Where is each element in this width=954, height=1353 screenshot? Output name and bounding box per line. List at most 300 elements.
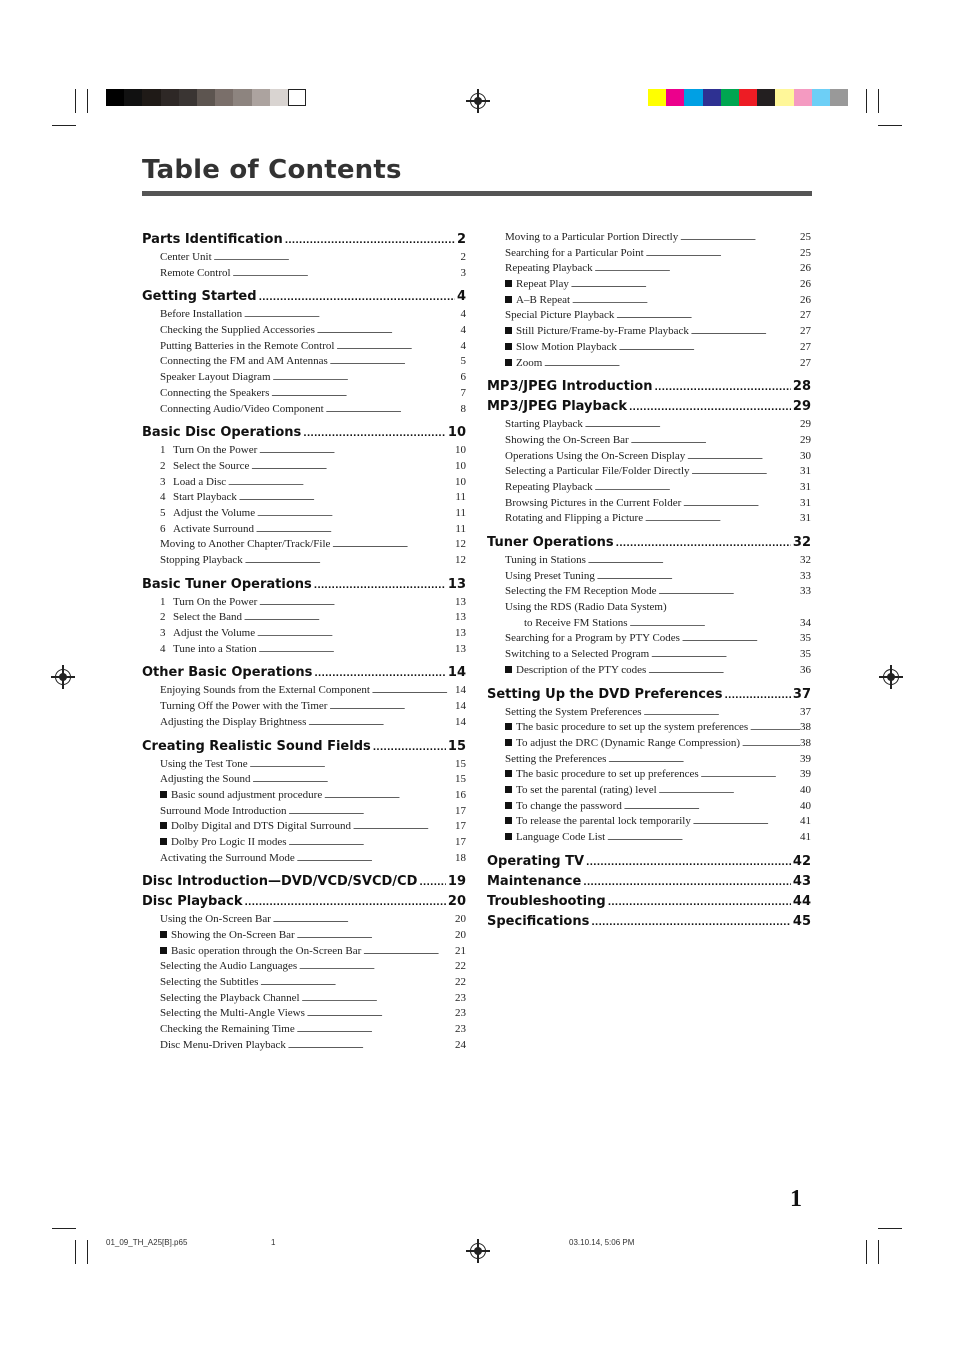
toc-entry (142, 1022, 466, 1038)
toc-entry (487, 480, 811, 496)
toc-entry-title: to Receive FM Stations (524, 616, 628, 629)
toc-entry-title: Setting the System Preferences (505, 705, 642, 718)
color-swatch (288, 89, 306, 106)
toc-entry (487, 449, 811, 465)
dot-leader (723, 686, 791, 705)
toc-page-number: 23 (455, 1007, 466, 1020)
toc-entry-title: Searching for a Particular Point (505, 246, 644, 259)
toc-page-number: 13 (455, 642, 466, 655)
toc-entry (487, 356, 811, 372)
dot-leader (295, 929, 455, 944)
toc-entry (487, 799, 811, 815)
toc-page-number: 13 (455, 611, 466, 624)
toc-entry (487, 830, 811, 846)
bullet-square-icon (160, 822, 167, 829)
color-swatch (684, 89, 702, 106)
crop-mark (878, 1240, 879, 1264)
toc-page-number: 23 (455, 1023, 466, 1036)
dot-leader (370, 684, 455, 699)
dot-leader (680, 632, 800, 647)
toc-entry (142, 819, 466, 835)
dot-leader (699, 768, 800, 783)
step-number: 2 (160, 611, 166, 624)
color-swatch (794, 89, 812, 106)
toc-page-number: 32 (800, 554, 811, 566)
toc-entry-title: Creating Realistic Sound Fields (142, 738, 371, 754)
dot-leader (649, 648, 800, 663)
toc-entry (142, 250, 466, 266)
toc-entry (487, 752, 811, 768)
toc-entry-title: Selecting the FM Reception Mode (505, 585, 657, 598)
toc-entry-title: Turn On the Power (173, 595, 258, 608)
toc-page-number: 31 (800, 496, 811, 509)
toc-page-number: 7 (460, 386, 466, 399)
step-number: 6 (160, 522, 166, 535)
toc-page-number: 45 (792, 913, 811, 929)
toc-entry-title: Dolby Pro Logic II modes (171, 835, 287, 848)
toc-entry (142, 475, 466, 491)
toc-entry (142, 757, 466, 773)
dot-leader (657, 585, 800, 600)
bullet-square-icon (505, 327, 512, 334)
toc-page-number: 29 (792, 399, 811, 415)
toc-page-number: 39 (800, 768, 811, 781)
dot-leader (748, 721, 800, 736)
step-number: 3 (160, 627, 166, 640)
dot-leader (297, 960, 455, 975)
toc-page-number: 15 (455, 757, 466, 770)
toc-entry-title: Selecting the Playback Channel (160, 991, 300, 1004)
toc-page-number: 35 (800, 632, 811, 645)
dot-leader (417, 873, 446, 892)
toc-entry-title: Getting Started (142, 289, 257, 305)
toc-page-number: 4 (460, 324, 466, 337)
dot-leader (371, 738, 446, 757)
toc-page-number: 42 (792, 853, 811, 869)
toc-entry-title: Checking the Supplied Accessories (160, 324, 315, 337)
page-title: Table of Contents (142, 155, 402, 185)
toc-entry (142, 944, 466, 960)
toc-entry-title: Using the Test Tone (160, 757, 248, 770)
toc-entry (487, 663, 811, 679)
toc-entry (487, 417, 811, 433)
toc-page-number: 18 (455, 851, 466, 864)
toc-entry-title: Turn On the Power (173, 444, 258, 457)
toc-page-number: 12 (455, 538, 466, 551)
bullet-square-icon (505, 723, 512, 730)
toc-entry (487, 261, 811, 277)
toc-entry (487, 783, 811, 799)
toc-entry-title: Connecting the FM and AM Antennas (160, 355, 328, 368)
toc-entry-title: Language Code List (516, 831, 606, 843)
toc-entry (142, 772, 466, 788)
toc-entry-title: Operating TV (487, 853, 585, 869)
dot-leader (306, 716, 455, 731)
step-number: 1 (160, 444, 166, 457)
dot-leader (254, 523, 455, 538)
dot-leader (657, 784, 800, 799)
toc-entry-title: Rotating and Flipping a Picture (505, 512, 644, 525)
toc-entry-title: Enjoying Sounds from the External Component (160, 684, 370, 697)
toc-page-number: 17 (455, 820, 466, 833)
dot-leader (237, 491, 456, 506)
toc-entry-title: The basic procedure to set up preferences (516, 768, 699, 781)
toc-entry (487, 433, 811, 449)
dot-leader (305, 1007, 455, 1022)
toc-entry-title: Adjust the Volume (173, 506, 256, 519)
toc-page-number: 15 (455, 773, 466, 786)
toc-entry (142, 354, 466, 370)
toc-entry-title: Switching to a Selected Program (505, 648, 650, 661)
toc-entry-title: Troubleshooting (487, 893, 606, 909)
color-swatch (757, 89, 775, 106)
color-swatch (142, 89, 160, 106)
toc-entry (142, 912, 466, 928)
toc-page-number: 37 (792, 686, 811, 702)
dot-leader (212, 251, 461, 266)
toc-entry-title: To change the password (516, 799, 622, 812)
toc-page-number: 10 (455, 475, 466, 488)
dot-leader (570, 294, 800, 309)
toc-entry (142, 339, 466, 355)
dot-leader (283, 231, 455, 250)
toc-page-number: 31 (800, 512, 811, 525)
toc-page-number: 22 (455, 976, 466, 989)
toc-page-number: 33 (800, 585, 811, 598)
toc-entry-title: Using the RDS (Radio Data System) (505, 601, 667, 614)
toc-page-number: 25 (800, 246, 811, 259)
toc-entry-title: Disc Playback (142, 894, 243, 910)
toc-entry (487, 814, 811, 830)
bullet-square-icon (160, 838, 167, 845)
dot-leader (584, 853, 791, 872)
crop-mark (878, 89, 879, 113)
toc-entry-title: Selecting the Multi-Angle Views (160, 1007, 305, 1020)
toc-entry (487, 511, 811, 527)
toc-section-heading (142, 663, 466, 683)
dot-leader (301, 424, 446, 443)
dot-leader (593, 262, 800, 277)
toc-entry (142, 626, 466, 642)
toc-entry (142, 699, 466, 715)
bullet-square-icon (505, 296, 512, 303)
toc-entry-title: Tuner Operations (487, 535, 614, 550)
toc-entry-title: Specifications (487, 913, 590, 929)
color-swatch (233, 89, 251, 106)
crop-mark (52, 1228, 76, 1229)
toc-entry-title: Searching for a Program by PTY Codes (505, 632, 680, 645)
bullet-square-icon (160, 931, 167, 938)
toc-entry-title: Special Picture Playback (505, 309, 615, 322)
color-swatch (739, 89, 757, 106)
toc-page-number: 30 (800, 449, 811, 462)
toc-entry (142, 991, 466, 1007)
dot-leader (583, 418, 800, 433)
toc-entry (142, 1038, 466, 1054)
toc-entry (487, 616, 811, 632)
bullet-square-icon (505, 739, 512, 746)
crop-mark (878, 125, 902, 126)
toc-section-heading (487, 377, 811, 397)
toc-entry-title: Basic Tuner Operations (142, 576, 312, 592)
toc-page-number: 11 (455, 522, 466, 535)
toc-entry-title: Other Basic Operations (142, 665, 313, 681)
toc-section-heading (142, 575, 466, 595)
toc-entry (142, 642, 466, 658)
toc-page-number: 31 (800, 480, 811, 493)
toc-entry (142, 386, 466, 402)
toc-entry-title: Putting Batteries in the Remote Control (160, 339, 335, 352)
dot-leader (614, 309, 800, 324)
toc-entry-title: Select the Band (173, 611, 243, 624)
toc-entry (487, 647, 811, 663)
color-swatch (179, 89, 197, 106)
toc-entry (142, 804, 466, 820)
toc-entry-title: Adjust the Volume (173, 627, 256, 640)
toc-entry-title: Speaker Layout Diagram (160, 371, 271, 384)
toc-entry (487, 705, 811, 721)
toc-entry-title: Selecting a Particular File/Folder Directly (505, 465, 690, 478)
toc-entry-title: To release the parental lock temporarily (516, 815, 691, 828)
dot-leader (257, 643, 455, 658)
dot-leader (295, 852, 455, 867)
dot-leader (361, 945, 455, 960)
toc-entry (487, 553, 811, 569)
toc-entry-title: Surround Mode Introduction (160, 804, 287, 817)
crop-mark (75, 1240, 76, 1264)
dot-leader (351, 820, 455, 835)
crop-mark (866, 1240, 867, 1264)
toc-section-heading (487, 872, 811, 892)
toc-entry (142, 490, 466, 506)
dot-leader (740, 737, 800, 752)
bullet-square-icon (505, 666, 512, 673)
toc-entry-title: Basic Disc Operations (142, 425, 302, 441)
toc-entry-title: Adjusting the Sound (160, 773, 251, 786)
color-swatch (215, 89, 233, 106)
toc-entry (142, 323, 466, 339)
toc-entry-title: Still Picture/Frame-by-Frame Playback (516, 325, 689, 338)
dot-leader (312, 664, 446, 683)
dot-leader (257, 444, 455, 459)
toc-entry (142, 307, 466, 323)
registration-mark (883, 669, 899, 685)
toc-entry-title: Connecting Audio/Video Component (160, 402, 324, 415)
toc-entry-title: Activate Surround (173, 522, 254, 535)
dot-leader (605, 831, 800, 846)
toc-entry (142, 835, 466, 851)
toc-entry (142, 506, 466, 522)
toc-entry (487, 600, 811, 616)
toc-page-number: 26 (800, 262, 811, 275)
toc-entry (487, 496, 811, 512)
toc-entry (487, 736, 811, 752)
registration-mark (470, 93, 486, 109)
toc-page-number: 22 (455, 960, 466, 973)
toc-page-number: 19 (447, 874, 466, 890)
dot-leader (589, 913, 791, 932)
toc-section-heading (487, 912, 811, 932)
toc-entry-title: Using Preset Tuning (505, 569, 595, 582)
step-number: 2 (160, 459, 166, 472)
crop-mark (87, 89, 88, 113)
toc-page-number: 44 (792, 893, 811, 909)
step-number: 4 (160, 491, 166, 504)
bullet-square-icon (505, 802, 512, 809)
toc-entry (142, 459, 466, 475)
toc-entry (142, 266, 466, 282)
toc-page-number: 4 (460, 339, 466, 352)
dot-leader (606, 753, 800, 768)
toc-page-number: 10 (447, 425, 466, 441)
toc-page-number: 11 (455, 491, 466, 504)
toc-entry (487, 246, 811, 262)
toc-entry-title: Repeat Play (516, 278, 569, 291)
dot-leader (542, 357, 800, 372)
dot-leader (255, 627, 455, 642)
toc-page-number: 4 (460, 308, 466, 321)
bullet-square-icon (160, 947, 167, 954)
toc-entry-title: MP3/JPEG Playback (487, 399, 627, 415)
color-swatch (666, 89, 684, 106)
toc-entry (487, 767, 811, 783)
dot-leader (257, 288, 455, 307)
toc-section-heading (487, 685, 811, 705)
toc-entry-title: Showing the On-Screen Bar (171, 929, 295, 941)
color-swatch (197, 89, 215, 106)
toc-page-number: 14 (455, 684, 466, 697)
toc-entry-title: Remote Control (160, 266, 231, 279)
bullet-square-icon (505, 770, 512, 777)
dot-leader (617, 341, 800, 356)
toc-entry (142, 959, 466, 975)
dot-leader (286, 805, 455, 820)
toc-entry-title: Selecting the Subtitles (160, 976, 259, 989)
dot-leader (642, 706, 800, 721)
toc-page-number: 17 (455, 835, 466, 848)
toc-page-number: 6 (460, 371, 466, 384)
dot-leader (226, 476, 455, 491)
toc-entry-title: To set the parental (rating) level (516, 783, 657, 796)
toc-entry-title: Activating the Surround Mode (160, 851, 295, 864)
toc-entry-title: Disc Menu-Driven Playback (160, 1038, 286, 1051)
toc-page-number: 36 (800, 663, 811, 676)
toc-page-number: 12 (455, 554, 466, 566)
toc-page-number: 34 (800, 616, 811, 629)
toc-entry (487, 720, 811, 736)
toc-entry-title: Using the On-Screen Bar (160, 913, 271, 926)
toc-page-number: 29 (800, 433, 811, 446)
toc-entry-title: Operations Using the On-Screen Display (505, 449, 686, 462)
step-number: 1 (160, 595, 166, 608)
dot-leader (628, 617, 800, 632)
bullet-square-icon (505, 786, 512, 793)
toc-section-heading (487, 852, 811, 872)
toc-entry-title: Dolby Digital and DTS Digital Surround (171, 820, 351, 833)
dot-leader (643, 512, 800, 527)
toc-entry-title: Start Playback (173, 491, 237, 504)
toc-page-number: 37 (800, 705, 811, 718)
toc-entry-title: Maintenance (487, 873, 582, 889)
dot-leader (614, 534, 791, 553)
toc-entry-title: Center Unit (160, 251, 212, 263)
footer-page: 1 (271, 1238, 276, 1247)
toc-page-number: 27 (800, 340, 811, 353)
dot-leader (581, 873, 791, 892)
toc-page-number: 35 (800, 648, 811, 661)
dot-leader (652, 378, 790, 397)
toc-entry-title: Selecting the Audio Languages (160, 960, 298, 973)
toc-entry-title: Adjusting the Display Brightness (160, 715, 307, 728)
toc-page-number: 20 (455, 913, 466, 926)
toc-page-number: 38 (800, 721, 811, 734)
dot-leader (255, 507, 455, 522)
bullet-square-icon (505, 817, 512, 824)
toc-entry-title: Before Installation (160, 308, 243, 321)
dot-leader (242, 611, 455, 626)
dot-leader (595, 570, 800, 585)
bullet-square-icon (505, 280, 512, 287)
toc-page-number: 10 (455, 444, 466, 457)
bullet-square-icon (505, 343, 512, 350)
dot-leader (627, 398, 791, 417)
toc-page-number: 26 (800, 293, 811, 306)
title-underline (142, 191, 812, 196)
toc-page-number: 10 (455, 459, 466, 472)
dot-leader (685, 450, 800, 465)
toc-page-number: 14 (455, 715, 466, 728)
dot-leader (250, 773, 455, 788)
toc-entry (487, 569, 811, 585)
toc-entry-title: Starting Playback (505, 418, 583, 431)
toc-page-number: 11 (455, 506, 466, 519)
dot-leader (271, 913, 455, 928)
toc-page-number: 43 (792, 873, 811, 889)
toc-section-heading (487, 892, 811, 912)
dot-leader (257, 596, 455, 611)
toc-page-number: 32 (792, 535, 811, 550)
step-number: 5 (160, 506, 166, 519)
dot-leader (248, 758, 455, 773)
toc-entry-title: Load a Disc (173, 475, 227, 488)
color-swatch (270, 89, 288, 106)
toc-entry-title: Description of the PTY codes (516, 663, 647, 676)
toc-entry-title: Repeating Playback (505, 262, 593, 275)
toc-entry-title: Slow Motion Playback (516, 340, 617, 353)
toc-entry (142, 788, 466, 804)
toc-page-number: 8 (460, 402, 466, 415)
dot-leader (286, 1039, 455, 1054)
toc-page-number: 13 (455, 595, 466, 608)
toc-page-number: 21 (455, 944, 466, 957)
toc-entry-title: Setting the Preferences (505, 752, 607, 765)
toc-section-heading (142, 287, 466, 307)
toc-page-number: 26 (800, 278, 811, 291)
toc-entry-title: MP3/JPEG Introduction (487, 379, 653, 395)
toc-section-heading (142, 872, 466, 892)
toc-entry (487, 584, 811, 600)
page-number: 1 (790, 1186, 802, 1212)
color-swatch (775, 89, 793, 106)
toc-entry-title: Browsing Pictures in the Current Folder (505, 496, 682, 509)
toc-entry (142, 595, 466, 611)
color-swatch (161, 89, 179, 106)
dot-leader (334, 340, 460, 355)
toc-page-number: 13 (447, 576, 466, 592)
color-swatch (812, 89, 830, 106)
toc-entry (487, 293, 811, 309)
toc-entry (487, 308, 811, 324)
